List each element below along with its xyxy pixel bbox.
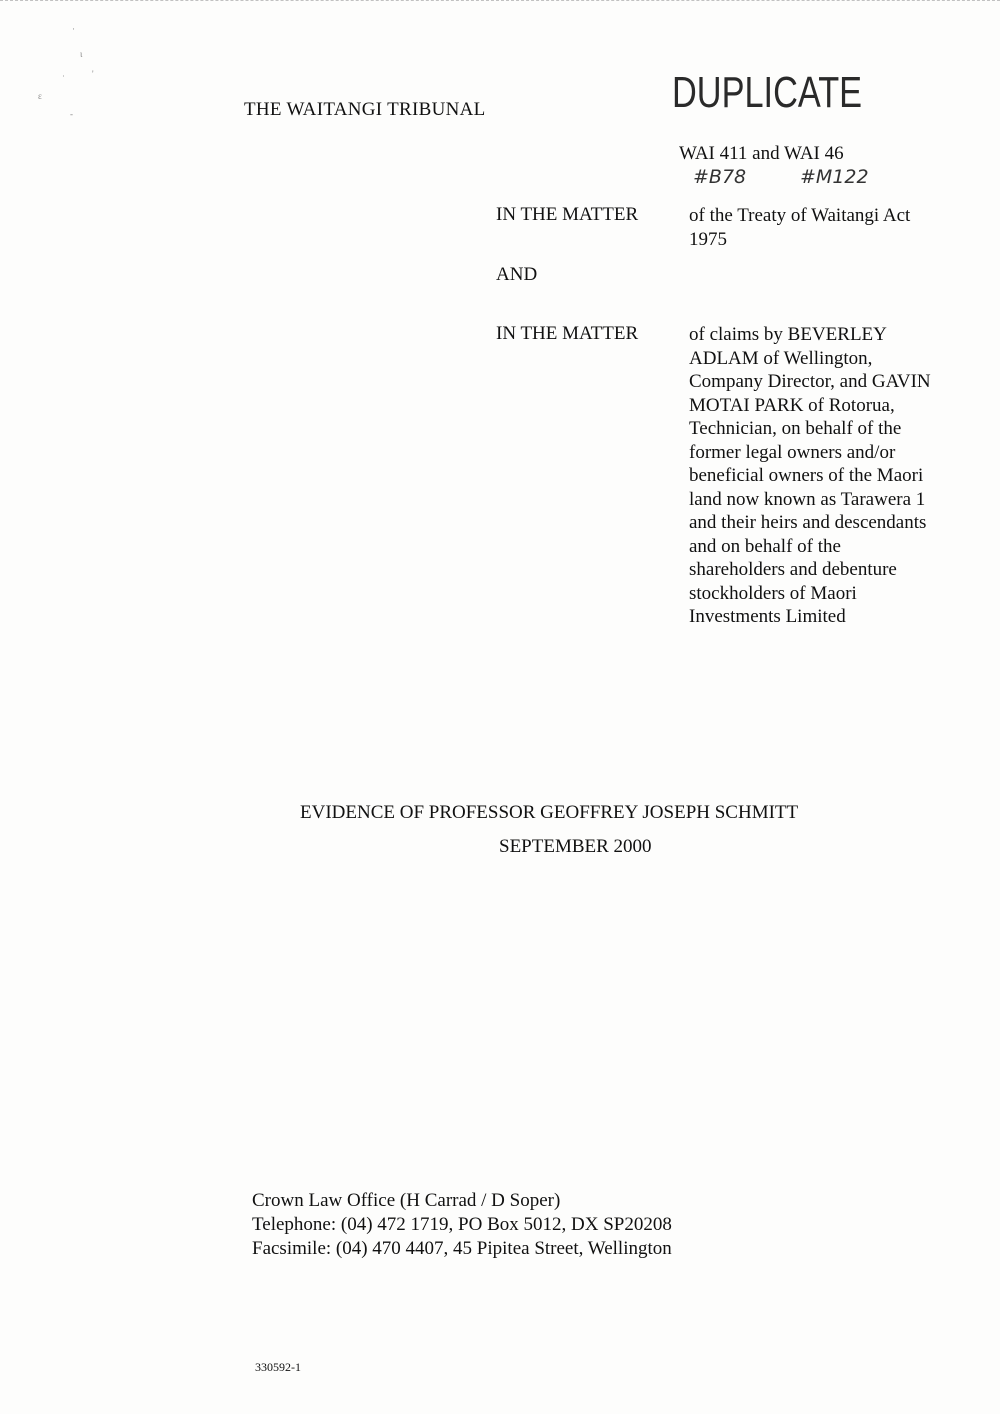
scan-speck: ε	[38, 91, 42, 101]
scan-speck: ʿ	[62, 74, 65, 84]
matter-label: IN THE MATTER	[496, 323, 639, 344]
matter-text: of the Treaty of Waitangi Act 1975	[689, 205, 911, 250]
footer-block	[252, 1189, 672, 1261]
footer-office: Crown Law Office (H Carrad / D Soper)	[252, 1190, 561, 1211]
wai-numbers: WAI 411 and WAI 46	[679, 143, 844, 164]
handwritten-ref: #B78	[693, 166, 747, 188]
and-label: AND	[496, 264, 538, 285]
tribunal-heading: THE WAITANGI TRIBUNAL	[244, 99, 486, 120]
duplicate-stamp: DUPLICATE	[672, 68, 863, 117]
scan-speck: ι	[80, 49, 83, 59]
scan-speck: ·	[72, 24, 75, 34]
scan-edge	[0, 0, 1000, 9]
evidence-date: SEPTEMBER 2000	[499, 836, 652, 857]
handwritten-ref: #M122	[800, 166, 869, 188]
evidence-title: EVIDENCE OF PROFESSOR GEOFFREY JOSEPH SCHMITT	[300, 802, 799, 823]
scan-speck: -	[70, 109, 73, 119]
document-number: 330592-1	[255, 1360, 301, 1374]
matter-label: IN THE MATTER	[496, 204, 639, 225]
footer-telephone: Telephone: (04) 472 1719, PO Box 5012, DX SP20208	[252, 1214, 672, 1235]
footer-facsimile: Facsimile: (04) 470 4407, 45 Pipitea Street, Wellington	[252, 1238, 672, 1259]
scan-speck: '	[92, 69, 94, 79]
matter-text: of claims by BEVERLEY ADLAM of Wellington, Company Director, and GAVIN MOTAI PARK of Rotorua, Technician, on behalf of the former legal owners and/or beneficial owners of the Maori land now known as Tarawera 1 and their heirs and descendants and on behalf of the shareholders and debenture stockholders of Maori Investments Limited	[689, 324, 931, 627]
